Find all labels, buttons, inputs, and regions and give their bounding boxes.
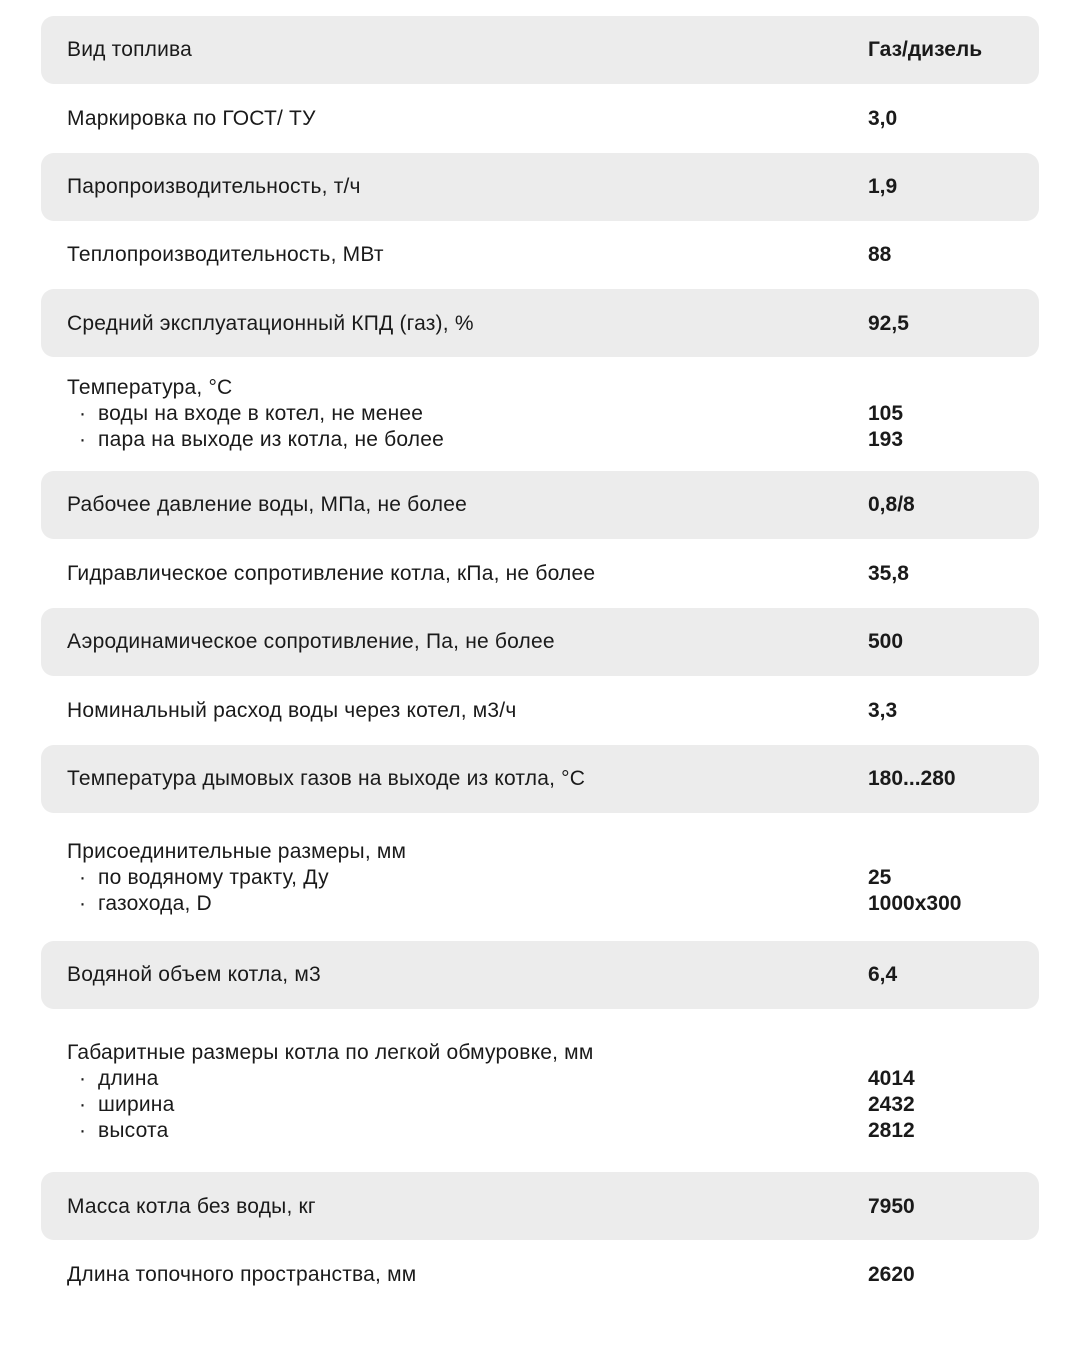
spec-row-overall-dimensions [41, 1009, 1039, 1172]
spec-row-steam-capacity [41, 153, 1039, 221]
spec-label: Номинальный расход воды через котел, м3/ч [67, 699, 517, 722]
spec-sub-item: · газохода, D [67, 891, 406, 917]
bullet-icon: · [79, 866, 87, 889]
spec-label-group [67, 375, 444, 453]
spec-row-hydraulic-resistance [41, 540, 1039, 608]
bullet-icon: · [79, 892, 87, 915]
spec-sub-item: · воды на входе в котел, не менее [67, 401, 444, 427]
spec-label: Присоединительные размеры, мм [67, 840, 407, 863]
spec-sub-item: · длина [67, 1066, 593, 1092]
bullet-icon: · [79, 428, 87, 451]
spec-sub-item: · высота [67, 1118, 593, 1144]
spec-label: Масса котла без воды, кг [67, 1195, 316, 1218]
spec-row-connection-sizes [41, 813, 1039, 941]
spec-label: Маркировка по ГОСТ/ ТУ [67, 107, 316, 130]
bullet-icon: · [79, 1119, 87, 1142]
spec-row-water-flow [41, 676, 1039, 744]
spec-value-group [868, 1066, 915, 1144]
spec-value: 180...280 [868, 767, 956, 790]
spec-row-marking [41, 85, 1039, 153]
spec-sub-item: · по водяному тракту, Ду [67, 865, 406, 891]
spec-label: Гидравлическое сопротивление котла, кПа, не более [67, 562, 596, 585]
spec-value: 25 [868, 866, 892, 889]
spec-value: 3,0 [868, 107, 898, 130]
spec-label: Водяной объем котла, м3 [67, 963, 321, 986]
spec-label: Аэродинамическое сопротивление, Па, не более [67, 630, 555, 653]
spec-sub-item: · ширина [67, 1092, 593, 1118]
spec-value: 105 [868, 402, 904, 425]
spec-value: 3,3 [868, 699, 898, 722]
spec-value: 1000x300 [868, 892, 962, 915]
spec-value: 500 [868, 630, 904, 653]
spec-value: 4014 [868, 1067, 915, 1090]
spec-value: Газ/дизель [868, 38, 983, 61]
spec-label: Длина топочного пространства, мм [67, 1263, 417, 1286]
spec-label: Температура, °С [67, 376, 233, 399]
bullet-icon: · [79, 1093, 87, 1116]
spec-value: 7950 [868, 1195, 915, 1218]
spec-value: 6,4 [868, 963, 898, 986]
spec-value: 92,5 [868, 312, 909, 335]
spec-value: 1,9 [868, 175, 898, 198]
spec-label: Паропроизводительность, т/ч [67, 175, 361, 198]
spec-value: 193 [868, 428, 904, 451]
spec-value-group [868, 865, 961, 917]
spec-row-efficiency [41, 289, 1039, 357]
spec-value-group [868, 401, 903, 453]
spec-value: 2620 [868, 1263, 915, 1286]
spec-value: 2432 [868, 1093, 915, 1116]
spec-label-group [67, 1040, 593, 1144]
spec-label: Вид топлива [67, 38, 193, 61]
spec-label: Средний эксплуатационный КПД (газ), % [67, 312, 474, 335]
spec-row-water-volume [41, 941, 1039, 1009]
spec-label: Рабочее давление воды, МПа, не более [67, 493, 468, 516]
spec-row-working-pressure [41, 471, 1039, 539]
bullet-icon: · [79, 1067, 87, 1090]
spec-row-fuel-type [41, 16, 1039, 84]
spec-row-temperature [41, 357, 1039, 471]
spec-label-group [67, 839, 406, 917]
spec-row-flue-gas-temperature [41, 745, 1039, 813]
spec-label: Габаритные размеры котла по легкой обмуровке, мм [67, 1041, 594, 1064]
spec-value: 35,8 [868, 562, 909, 585]
spec-sub-item: · пара на выходе из котла, не более [67, 427, 444, 453]
spec-label: Теплопроизводительность, МВт [67, 243, 384, 266]
bullet-icon: · [79, 402, 87, 425]
spec-value: 2812 [868, 1119, 915, 1142]
spec-label: Температура дымовых газов на выходе из котла, °С [67, 767, 586, 790]
spec-value: 0,8/8 [868, 493, 915, 516]
spec-value: 88 [868, 243, 892, 266]
spec-row-furnace-length [41, 1240, 1039, 1308]
spec-row-heat-capacity [41, 221, 1039, 289]
spec-row-aerodynamic-resistance [41, 608, 1039, 676]
spec-row-boiler-mass [41, 1172, 1039, 1240]
